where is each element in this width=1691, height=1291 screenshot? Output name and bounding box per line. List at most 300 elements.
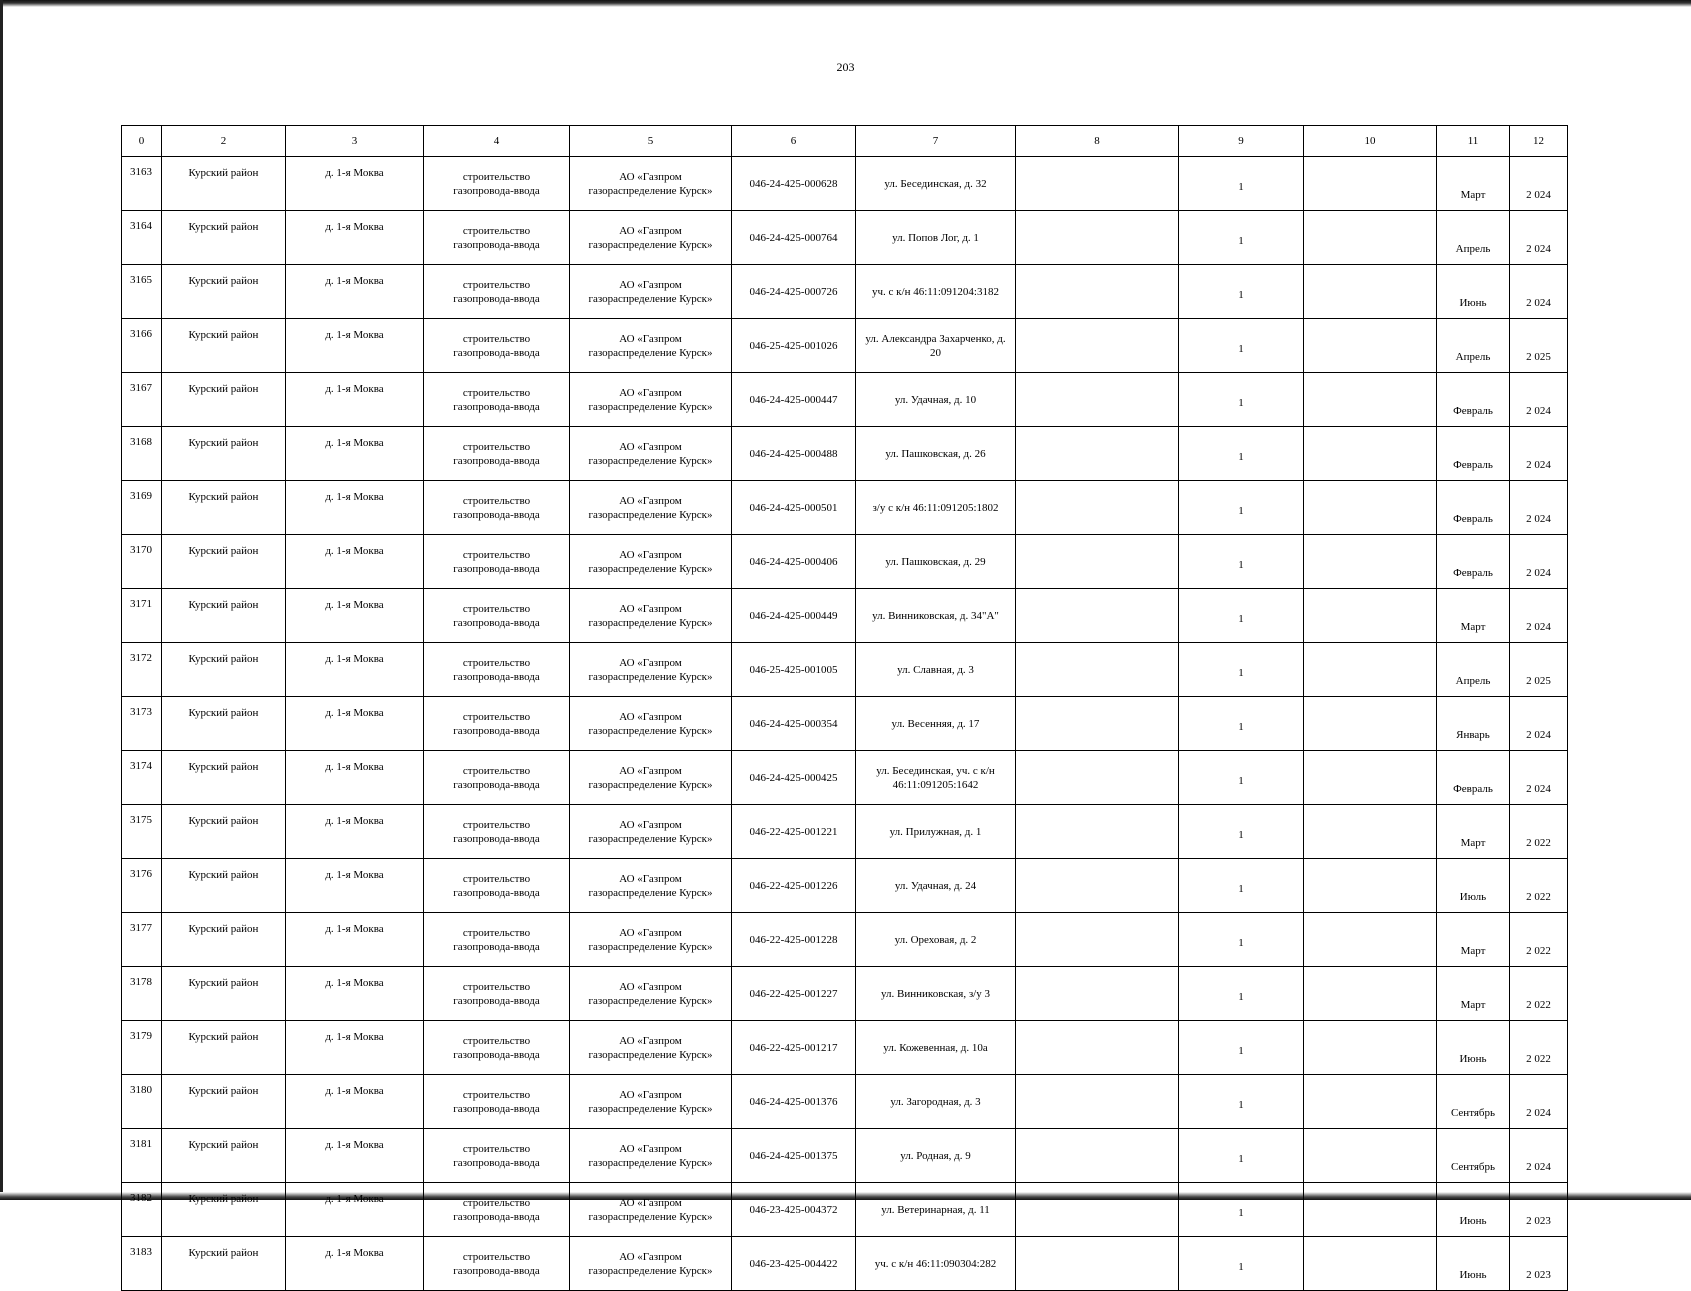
- cell-organization-line: газораспределение Курск»: [588, 940, 713, 953]
- cell-count: 1: [1179, 643, 1304, 697]
- cell-count: 1: [1179, 427, 1304, 481]
- cell-count: 1: [1179, 373, 1304, 427]
- cell-column-8: [1016, 1129, 1179, 1183]
- cell-year: 2 023: [1510, 1237, 1568, 1291]
- cell-address: ул. Удачная, д. 24: [856, 859, 1016, 913]
- cell-column-10: [1304, 1237, 1437, 1291]
- cell-record-code: 046-23-425-004422: [732, 1237, 856, 1291]
- cell-settlement: д. 1-я Моква: [286, 1021, 424, 1075]
- cell-record-code: 046-24-425-000726: [732, 265, 856, 319]
- cell-organization-line: газораспределение Курск»: [588, 1210, 713, 1223]
- cell-year: 2 023: [1510, 1183, 1568, 1237]
- cell-row-number: 3180: [122, 1075, 162, 1129]
- cell-row-number: 3178: [122, 967, 162, 1021]
- cell-district: Курский район: [162, 1237, 286, 1291]
- cell-work-type-line: газопровода-ввода: [453, 454, 540, 467]
- cell-work-type-line: газопровода-ввода: [453, 346, 540, 359]
- cell-column-8: [1016, 859, 1179, 913]
- cell-month: Март: [1437, 157, 1510, 211]
- cell-column-8: [1016, 967, 1179, 1021]
- cell-record-code: 046-24-425-000354: [732, 697, 856, 751]
- cell-organization-line: газораспределение Курск»: [588, 778, 713, 791]
- cell-work-type-line: строительство: [462, 170, 531, 183]
- cell-settlement: д. 1-я Моква: [286, 319, 424, 373]
- cell-organization-line: газораспределение Курск»: [588, 400, 713, 413]
- cell-work-type-line: газопровода-ввода: [453, 292, 540, 305]
- cell-settlement: д. 1-я Моква: [286, 481, 424, 535]
- cell-column-10: [1304, 1075, 1437, 1129]
- cell-column-10: [1304, 535, 1437, 589]
- cell-organization-line: АО «Газпром: [619, 980, 682, 993]
- cell-column-10: [1304, 319, 1437, 373]
- cell-work-type-line: газопровода-ввода: [453, 1048, 540, 1061]
- cell-address: ул. Винниковская, д. 34"А": [856, 589, 1016, 643]
- cell-organization-line: АО «Газпром: [619, 386, 682, 399]
- cell-settlement: д. 1-я Моква: [286, 805, 424, 859]
- cell-row-number: 3175: [122, 805, 162, 859]
- cell-year: 2 024: [1510, 589, 1568, 643]
- cell-address: ул. Бесединская, д. 32: [856, 157, 1016, 211]
- cell-column-8: [1016, 1183, 1179, 1237]
- table-row: [122, 535, 1568, 589]
- cell-column-8: [1016, 913, 1179, 967]
- cell-column-8: [1016, 1021, 1179, 1075]
- cell-organization: [570, 805, 732, 859]
- cell-organization-line: АО «Газпром: [619, 1250, 682, 1263]
- cell-record-code: 046-25-425-001005: [732, 643, 856, 697]
- cell-organization: [570, 157, 732, 211]
- page-number: 203: [836, 60, 855, 74]
- cell-record-code: 046-24-425-001376: [732, 1075, 856, 1129]
- cell-work-type: [424, 427, 570, 481]
- cell-work-type-line: строительство: [462, 710, 531, 723]
- cell-work-type: [424, 1021, 570, 1075]
- cell-settlement: д. 1-я Моква: [286, 1129, 424, 1183]
- cell-district: Курский район: [162, 157, 286, 211]
- cell-settlement: д. 1-я Моква: [286, 913, 424, 967]
- cell-work-type-line: строительство: [462, 1250, 531, 1263]
- cell-district: Курский район: [162, 859, 286, 913]
- cell-organization-line: АО «Газпром: [619, 1088, 682, 1101]
- cell-column-8: [1016, 805, 1179, 859]
- cell-work-type: [424, 643, 570, 697]
- cell-work-type-line: газопровода-ввода: [453, 994, 540, 1007]
- cell-settlement: д. 1-я Моква: [286, 427, 424, 481]
- cell-row-number: 3176: [122, 859, 162, 913]
- cell-record-code: 046-24-425-000449: [732, 589, 856, 643]
- cell-organization-line: АО «Газпром: [619, 278, 682, 291]
- cell-organization-line: АО «Газпром: [619, 764, 682, 777]
- cell-work-type-line: газопровода-ввода: [453, 184, 540, 197]
- cell-work-type-line: газопровода-ввода: [453, 1156, 540, 1169]
- cell-column-10: [1304, 1183, 1437, 1237]
- cell-year: 2 025: [1510, 319, 1568, 373]
- cell-district: Курский район: [162, 1075, 286, 1129]
- cell-district: Курский район: [162, 967, 286, 1021]
- cell-organization: [570, 1129, 732, 1183]
- cell-work-type: [424, 697, 570, 751]
- cell-district: Курский район: [162, 697, 286, 751]
- table-row: [122, 427, 1568, 481]
- table-row: [122, 859, 1568, 913]
- cell-count: 1: [1179, 1237, 1304, 1291]
- table-row: [122, 913, 1568, 967]
- cell-year: 2 024: [1510, 157, 1568, 211]
- cell-record-code: 046-22-425-001217: [732, 1021, 856, 1075]
- cell-month: Январь: [1437, 697, 1510, 751]
- cell-year: 2 024: [1510, 427, 1568, 481]
- cell-address: ул. Александра Захарченко, д. 20: [856, 319, 1016, 373]
- cell-row-number: 3183: [122, 1237, 162, 1291]
- cell-organization: [570, 589, 732, 643]
- cell-work-type: [424, 589, 570, 643]
- cell-column-10: [1304, 589, 1437, 643]
- cell-count: 1: [1179, 1075, 1304, 1129]
- cell-work-type: [424, 481, 570, 535]
- table-row: [122, 589, 1568, 643]
- cell-address: ул. Славная, д. 3: [856, 643, 1016, 697]
- cell-work-type: [424, 373, 570, 427]
- cell-address: ул. Удачная, д. 10: [856, 373, 1016, 427]
- cell-column-10: [1304, 967, 1437, 1021]
- column-header: 7: [856, 126, 1016, 157]
- cell-organization-line: газораспределение Курск»: [588, 1156, 713, 1169]
- cell-settlement: д. 1-я Моква: [286, 589, 424, 643]
- cell-address: ул. Винниковская, з/у 3: [856, 967, 1016, 1021]
- cell-organization-line: газораспределение Курск»: [588, 616, 713, 629]
- table-header: [122, 126, 1568, 157]
- cell-district: Курский район: [162, 751, 286, 805]
- cell-organization-line: АО «Газпром: [619, 494, 682, 507]
- table-row: [122, 319, 1568, 373]
- cell-address: ул. Загородная, д. 3: [856, 1075, 1016, 1129]
- table-row: [122, 805, 1568, 859]
- cell-address: ул. Кожевенная, д. 10а: [856, 1021, 1016, 1075]
- cell-count: 1: [1179, 751, 1304, 805]
- cell-count: 1: [1179, 157, 1304, 211]
- cell-work-type-line: газопровода-ввода: [453, 508, 540, 521]
- cell-work-type-line: строительство: [462, 386, 531, 399]
- cell-count: 1: [1179, 967, 1304, 1021]
- cell-column-10: [1304, 859, 1437, 913]
- cell-address: ул. Ореховая, д. 2: [856, 913, 1016, 967]
- scan-edge-left: [0, 0, 3, 1200]
- cell-work-type-line: газопровода-ввода: [453, 886, 540, 899]
- column-header: 12: [1510, 126, 1568, 157]
- column-header: 11: [1437, 126, 1510, 157]
- column-header: 9: [1179, 126, 1304, 157]
- cell-work-type: [424, 1129, 570, 1183]
- cell-month: Февраль: [1437, 535, 1510, 589]
- scan-edge-top: [0, 0, 1691, 7]
- cell-column-10: [1304, 211, 1437, 265]
- cell-organization-line: газораспределение Курск»: [588, 346, 713, 359]
- cell-work-type-line: строительство: [462, 1088, 531, 1101]
- cell-row-number: 3166: [122, 319, 162, 373]
- cell-count: 1: [1179, 805, 1304, 859]
- cell-year: 2 024: [1510, 697, 1568, 751]
- cell-work-type: [424, 157, 570, 211]
- cell-organization-line: АО «Газпром: [619, 710, 682, 723]
- cell-work-type-line: газопровода-ввода: [453, 832, 540, 845]
- cell-column-10: [1304, 427, 1437, 481]
- cell-settlement: д. 1-я Моква: [286, 751, 424, 805]
- cell-column-10: [1304, 643, 1437, 697]
- cell-column-10: [1304, 157, 1437, 211]
- cell-work-type-line: строительство: [462, 872, 531, 885]
- cell-month: Апрель: [1437, 643, 1510, 697]
- cell-count: 1: [1179, 859, 1304, 913]
- table-row: [122, 1183, 1568, 1237]
- cell-work-type: [424, 535, 570, 589]
- cell-work-type-line: строительство: [462, 548, 531, 561]
- cell-year: 2 022: [1510, 859, 1568, 913]
- cell-settlement: д. 1-я Моква: [286, 967, 424, 1021]
- cell-work-type: [424, 265, 570, 319]
- cell-work-type-line: строительство: [462, 494, 531, 507]
- cell-settlement: д. 1-я Моква: [286, 535, 424, 589]
- cell-organization-line: газораспределение Курск»: [588, 508, 713, 521]
- cell-organization-line: газораспределение Курск»: [588, 994, 713, 1007]
- cell-organization-line: газораспределение Курск»: [588, 238, 713, 251]
- cell-column-8: [1016, 481, 1179, 535]
- cell-work-type-line: строительство: [462, 656, 531, 669]
- table-row: [122, 967, 1568, 1021]
- cell-address: ул. Ветеринарная, д. 11: [856, 1183, 1016, 1237]
- cell-column-8: [1016, 157, 1179, 211]
- cell-organization-line: газораспределение Курск»: [588, 832, 713, 845]
- cell-organization-line: АО «Газпром: [619, 440, 682, 453]
- cell-count: 1: [1179, 589, 1304, 643]
- cell-organization: [570, 643, 732, 697]
- table-row: [122, 157, 1568, 211]
- cell-work-type: [424, 859, 570, 913]
- cell-organization-line: АО «Газпром: [619, 656, 682, 669]
- table-row: [122, 373, 1568, 427]
- cell-column-10: [1304, 373, 1437, 427]
- cell-row-number: 3173: [122, 697, 162, 751]
- cell-work-type-line: строительство: [462, 1034, 531, 1047]
- cell-work-type-line: газопровода-ввода: [453, 616, 540, 629]
- cell-work-type-line: строительство: [462, 602, 531, 615]
- column-header: 5: [570, 126, 732, 157]
- cell-organization: [570, 535, 732, 589]
- cell-district: Курский район: [162, 265, 286, 319]
- cell-work-type: [424, 1183, 570, 1237]
- cell-count: 1: [1179, 697, 1304, 751]
- cell-district: Курский район: [162, 427, 286, 481]
- cell-column-10: [1304, 805, 1437, 859]
- cell-month: Март: [1437, 967, 1510, 1021]
- cell-month: Июль: [1437, 859, 1510, 913]
- cell-organization: [570, 481, 732, 535]
- cell-organization-line: АО «Газпром: [619, 1196, 682, 1209]
- cell-column-10: [1304, 697, 1437, 751]
- cell-district: Курский район: [162, 211, 286, 265]
- cell-district: Курский район: [162, 913, 286, 967]
- cell-work-type-line: строительство: [462, 224, 531, 237]
- cell-organization-line: АО «Газпром: [619, 602, 682, 615]
- column-header: 8: [1016, 126, 1179, 157]
- column-header: 2: [162, 126, 286, 157]
- cell-row-number: 3182: [122, 1183, 162, 1237]
- cell-settlement: д. 1-я Моква: [286, 697, 424, 751]
- cell-month: Февраль: [1437, 427, 1510, 481]
- cell-organization-line: АО «Газпром: [619, 872, 682, 885]
- cell-row-number: 3165: [122, 265, 162, 319]
- cell-row-number: 3179: [122, 1021, 162, 1075]
- cell-address: ул. Бесединская, уч. с к/н 46:11:091205:1642: [856, 751, 1016, 805]
- cell-row-number: 3170: [122, 535, 162, 589]
- cell-column-8: [1016, 427, 1179, 481]
- cell-organization: [570, 913, 732, 967]
- cell-settlement: д. 1-я Моква: [286, 265, 424, 319]
- table-row: [122, 1237, 1568, 1291]
- cell-month: Апрель: [1437, 211, 1510, 265]
- cell-record-code: 046-23-425-004372: [732, 1183, 856, 1237]
- table-row: [122, 211, 1568, 265]
- cell-month: Апрель: [1437, 319, 1510, 373]
- column-header: 3: [286, 126, 424, 157]
- column-header: 4: [424, 126, 570, 157]
- table-row: [122, 697, 1568, 751]
- cell-organization-line: газораспределение Курск»: [588, 1048, 713, 1061]
- cell-month: Сентябрь: [1437, 1075, 1510, 1129]
- cell-month: Февраль: [1437, 751, 1510, 805]
- cell-count: 1: [1179, 1021, 1304, 1075]
- cell-column-8: [1016, 535, 1179, 589]
- cell-column-8: [1016, 697, 1179, 751]
- cell-work-type-line: газопровода-ввода: [453, 940, 540, 953]
- cell-work-type-line: газопровода-ввода: [453, 778, 540, 791]
- cell-address: ул. Весенняя, д. 17: [856, 697, 1016, 751]
- cell-district: Курский район: [162, 535, 286, 589]
- cell-year: 2 022: [1510, 805, 1568, 859]
- cell-organization-line: АО «Газпром: [619, 332, 682, 345]
- cell-record-code: 046-24-425-000764: [732, 211, 856, 265]
- cell-organization-line: газораспределение Курск»: [588, 184, 713, 197]
- cell-count: 1: [1179, 535, 1304, 589]
- cell-organization-line: газораспределение Курск»: [588, 670, 713, 683]
- cell-month: Март: [1437, 589, 1510, 643]
- cell-count: 1: [1179, 265, 1304, 319]
- cell-organization: [570, 697, 732, 751]
- cell-work-type-line: газопровода-ввода: [453, 562, 540, 575]
- cell-address: ул. Пашковская, д. 26: [856, 427, 1016, 481]
- cell-work-type-line: строительство: [462, 926, 531, 939]
- cell-year: 2 022: [1510, 913, 1568, 967]
- cell-address: ул. Родная, д. 9: [856, 1129, 1016, 1183]
- cell-count: 1: [1179, 481, 1304, 535]
- cell-district: Курский район: [162, 1021, 286, 1075]
- cell-organization-line: АО «Газпром: [619, 548, 682, 561]
- cell-organization: [570, 211, 732, 265]
- cell-month: Март: [1437, 805, 1510, 859]
- cell-count: 1: [1179, 1129, 1304, 1183]
- cell-record-code: 046-24-425-000406: [732, 535, 856, 589]
- cell-record-code: 046-22-425-001221: [732, 805, 856, 859]
- cell-row-number: 3174: [122, 751, 162, 805]
- cell-column-8: [1016, 1237, 1179, 1291]
- cell-record-code: 046-24-425-000447: [732, 373, 856, 427]
- cell-settlement: д. 1-я Моква: [286, 211, 424, 265]
- cell-row-number: 3167: [122, 373, 162, 427]
- cell-work-type-line: газопровода-ввода: [453, 400, 540, 413]
- table-row: [122, 481, 1568, 535]
- cell-year: 2 022: [1510, 967, 1568, 1021]
- column-header: 0: [122, 126, 162, 157]
- header-row: [122, 126, 1568, 157]
- cell-year: 2 024: [1510, 211, 1568, 265]
- cell-month: Сентябрь: [1437, 1129, 1510, 1183]
- cell-month: Февраль: [1437, 373, 1510, 427]
- cell-count: 1: [1179, 913, 1304, 967]
- cell-month: Март: [1437, 913, 1510, 967]
- cell-work-type: [424, 1075, 570, 1129]
- cell-organization-line: газораспределение Курск»: [588, 1264, 713, 1277]
- cell-organization: [570, 1183, 732, 1237]
- cell-year: 2 024: [1510, 535, 1568, 589]
- cell-record-code: 046-24-425-000425: [732, 751, 856, 805]
- cell-address: уч. с к/н 46:11:090304:282: [856, 1237, 1016, 1291]
- cell-column-10: [1304, 481, 1437, 535]
- cell-work-type: [424, 967, 570, 1021]
- cell-district: Курский район: [162, 481, 286, 535]
- cell-organization-line: газораспределение Курск»: [588, 562, 713, 575]
- cell-year: 2 024: [1510, 265, 1568, 319]
- cell-district: Курский район: [162, 319, 286, 373]
- cell-work-type-line: строительство: [462, 980, 531, 993]
- cell-work-type-line: строительство: [462, 818, 531, 831]
- cell-record-code: 046-25-425-001026: [732, 319, 856, 373]
- cell-record-code: 046-22-425-001227: [732, 967, 856, 1021]
- cell-row-number: 3168: [122, 427, 162, 481]
- cell-year: 2 024: [1510, 751, 1568, 805]
- cell-row-number: 3181: [122, 1129, 162, 1183]
- table-row: [122, 643, 1568, 697]
- cell-record-code: 046-24-425-000501: [732, 481, 856, 535]
- cell-address: ул. Попов Лог, д. 1: [856, 211, 1016, 265]
- cell-record-code: 046-24-425-001375: [732, 1129, 856, 1183]
- cell-work-type-line: газопровода-ввода: [453, 1102, 540, 1115]
- table-row: [122, 1021, 1568, 1075]
- cell-record-code: 046-24-425-000628: [732, 157, 856, 211]
- cell-organization-line: АО «Газпром: [619, 1142, 682, 1155]
- cell-organization: [570, 859, 732, 913]
- cell-column-8: [1016, 373, 1179, 427]
- cell-organization-line: АО «Газпром: [619, 1034, 682, 1047]
- cell-work-type-line: строительство: [462, 332, 531, 345]
- cell-work-type: [424, 805, 570, 859]
- cell-district: Курский район: [162, 1129, 286, 1183]
- cell-column-8: [1016, 643, 1179, 697]
- cell-row-number: 3171: [122, 589, 162, 643]
- cell-organization: [570, 265, 732, 319]
- cell-month: Февраль: [1437, 481, 1510, 535]
- cell-row-number: 3163: [122, 157, 162, 211]
- cell-organization-line: АО «Газпром: [619, 926, 682, 939]
- cell-organization: [570, 319, 732, 373]
- cell-district: Курский район: [162, 1183, 286, 1237]
- cell-organization-line: АО «Газпром: [619, 818, 682, 831]
- cell-settlement: д. 1-я Моква: [286, 1075, 424, 1129]
- cell-settlement: д. 1-я Моква: [286, 643, 424, 697]
- cell-district: Курский район: [162, 373, 286, 427]
- table-row: [122, 265, 1568, 319]
- cell-organization: [570, 1021, 732, 1075]
- cell-organization: [570, 751, 732, 805]
- cell-row-number: 3177: [122, 913, 162, 967]
